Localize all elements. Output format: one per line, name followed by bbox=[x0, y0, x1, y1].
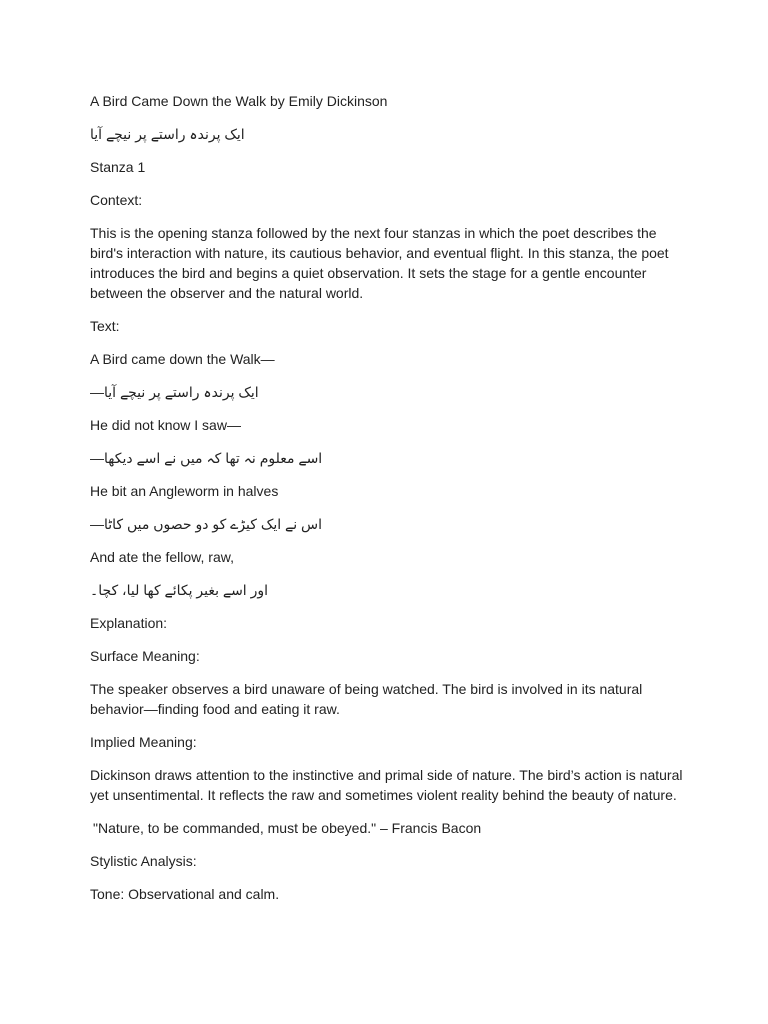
stanza-heading: Stanza 1 bbox=[90, 159, 146, 175]
document-body bbox=[90, 91, 690, 904]
context-text: This is the opening stanza followed by the next four stanzas in which the poet describes the bird's interaction with nature, its cautious behavior, and eventual flight. In this stanza, the poet introduces the bird and begins a quiet observation. It sets the stage for a gentle encounter between the observer and the natural world. bbox=[90, 225, 669, 301]
explanation-label: Explanation: bbox=[90, 615, 168, 631]
poem-line-ur: اور اسے بغیر پکائے کھا لیا، کچا۔ bbox=[90, 582, 268, 598]
poem-line-ur: اسے معلوم نہ تھا کہ میں نے اسے دیکھا— bbox=[90, 450, 323, 466]
poem-line-ur-row bbox=[90, 382, 690, 402]
poem-line-ur-row bbox=[90, 514, 690, 534]
implied-meaning-label: Implied Meaning: bbox=[90, 734, 197, 750]
poem-line-en: He bit an Angleworm in halves bbox=[90, 483, 279, 499]
tone-text: Tone: Observational and calm. bbox=[90, 886, 280, 902]
title-urdu: ایک پرندہ راستے پر نیچے آیا bbox=[90, 126, 245, 142]
surface-meaning-text: The speaker observes a bird unaware of being watched. The bird is involved in its natural behavior—finding food and eating it raw. bbox=[90, 681, 643, 717]
surface-meaning-label: Surface Meaning: bbox=[90, 648, 200, 664]
poem-line-en: A Bird came down the Walk— bbox=[90, 351, 275, 367]
stylistic-analysis-label: Stylistic Analysis: bbox=[90, 853, 197, 869]
title-urdu-line bbox=[90, 124, 690, 144]
bacon-quote: "Nature, to be commanded, must be obeyed." – Francis Bacon bbox=[93, 820, 482, 836]
implied-meaning-text: Dickinson draws attention to the instinctive and primal side of nature. The bird’s action is natural yet unsentimental. It reflects the raw and sometimes violent reality behind the beauty of nature. bbox=[90, 767, 683, 803]
poem-line-ur-row bbox=[90, 448, 690, 468]
poem-line-en: He did not know I saw— bbox=[90, 417, 241, 433]
poem-line-ur-row bbox=[90, 580, 690, 600]
document-title: A Bird Came Down the Walk by Emily Dickinson bbox=[90, 93, 388, 109]
text-label: Text: bbox=[90, 318, 120, 334]
poem-line-ur: اس نے ایک کیڑے کو دو حصوں میں کاٹا— bbox=[90, 516, 323, 532]
poem-line-ur: ایک پرندہ راستے پر نیچے آیا— bbox=[90, 384, 259, 400]
poem-line-en: And ate the fellow, raw, bbox=[90, 549, 234, 565]
context-label: Context: bbox=[90, 192, 143, 208]
